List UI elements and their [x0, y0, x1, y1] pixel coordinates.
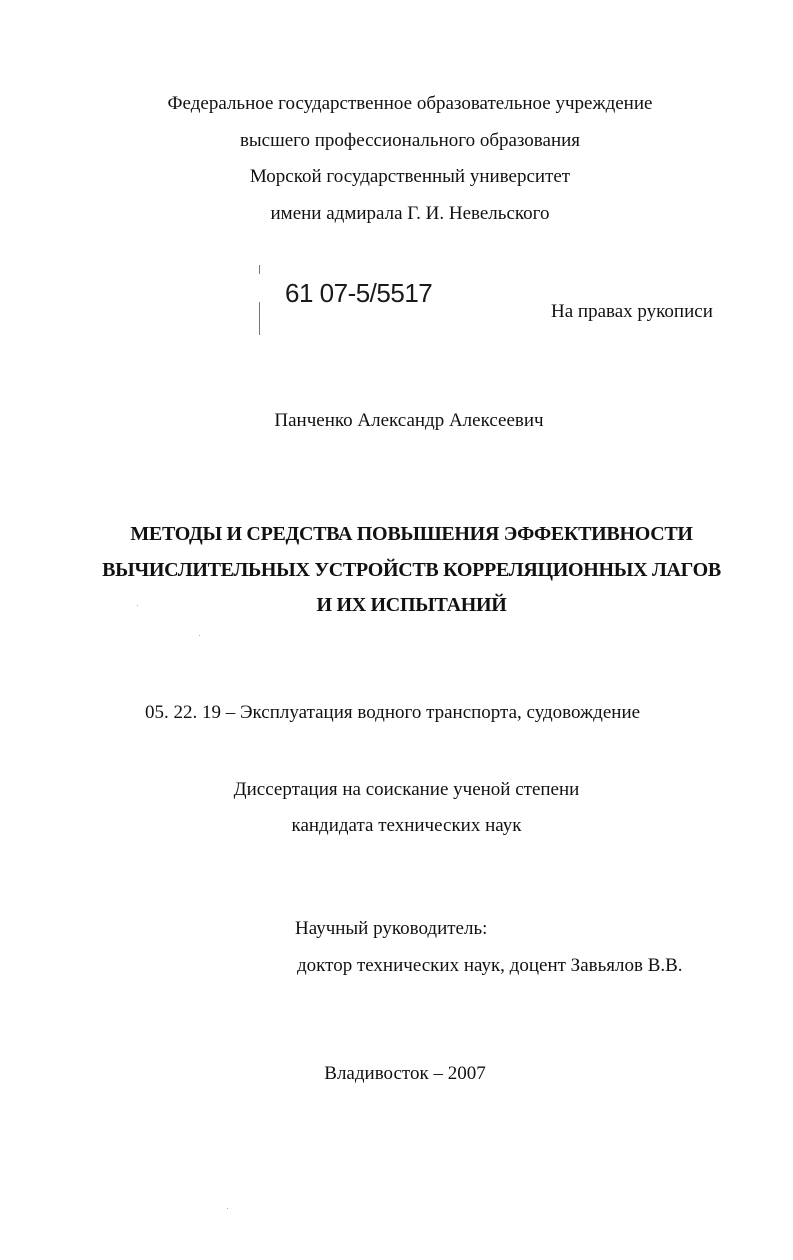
institution-line: Федеральное государственное образовательное учреждение [167, 93, 653, 114]
dissertation-title [0, 517, 793, 624]
scan-speck [227, 1208, 228, 1209]
degree-line: Диссертация на соискание ученой степени [233, 779, 580, 800]
degree-statement [0, 772, 793, 844]
scan-speck [137, 605, 138, 606]
institution-line: имени адмирала Г. И. Невельского [270, 202, 550, 224]
supervisor-name: доктор технических наук, доцент Завьялов В.В. [297, 955, 683, 976]
institution-line: высшего профессионального образования [239, 129, 581, 151]
scan-speck [199, 635, 200, 636]
supervisor-label: Научный руководитель: [295, 918, 488, 939]
title-line: МЕТОДЫ И СРЕДСТВА ПОВЫШЕНИЯ ЭФФЕКТИВНОСТИ [130, 523, 693, 545]
city-year: Владивосток – 2007 [324, 1063, 486, 1084]
degree-line: кандидата технических наук [291, 815, 522, 836]
registration-stamp-number: 61 07-5/5517 [285, 278, 433, 308]
stamp-mark [259, 302, 260, 335]
title-line: ВЫЧИСЛИТЕЛЬНЫХ УСТРОЙСТВ КОРРЕЛЯЦИОННЫХ ЛАГОВ [102, 558, 721, 581]
title-line: И ИХ ИСПЫТАНИЙ [316, 594, 507, 616]
institution-block [0, 86, 793, 232]
stamp-mark [259, 265, 260, 274]
author-name: Панченко Александр Алексеевич [274, 410, 544, 431]
institution-line: Морской государственный университет [249, 166, 571, 187]
manuscript-note: На правах рукописи [551, 301, 713, 322]
specialty-code: 05. 22. 19 – Эксплуатация водного транспорта, судовождение [145, 702, 641, 723]
